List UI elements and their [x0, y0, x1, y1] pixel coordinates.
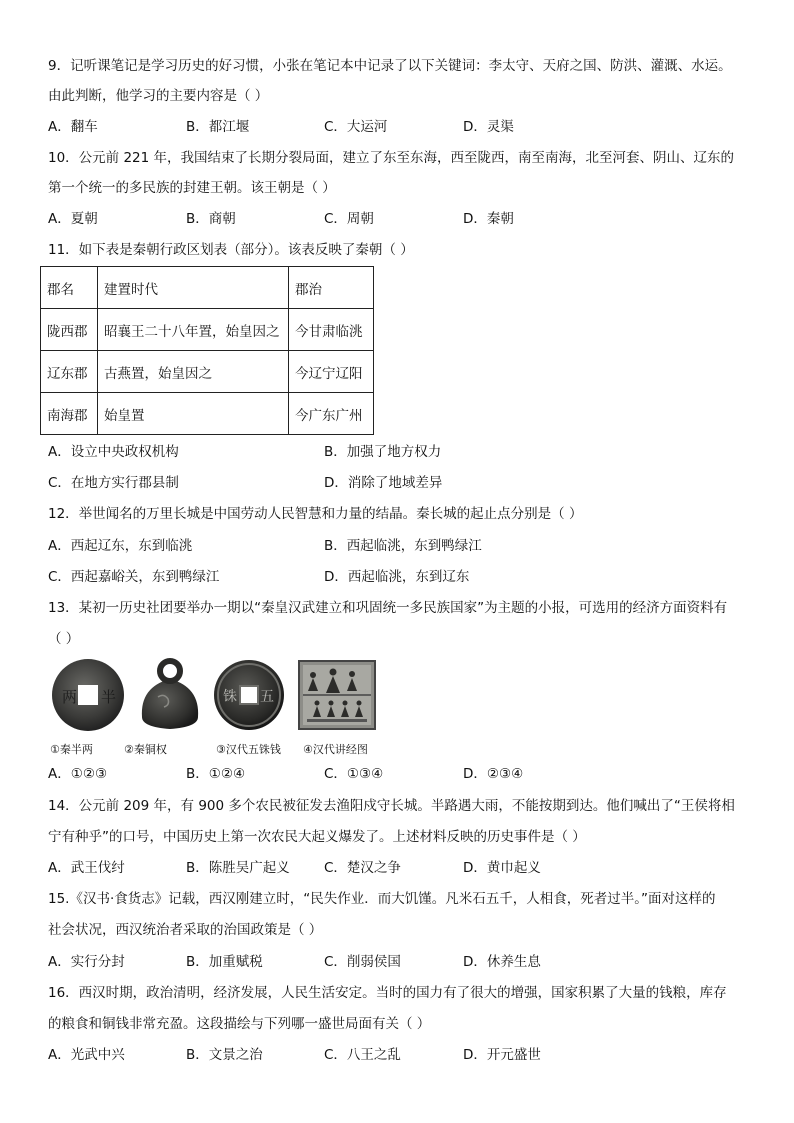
q12-option-d[interactable]: D．西起临洮，东到辽东 [324, 569, 470, 585]
coin-inscription: 半 [101, 688, 117, 706]
q16-option-c[interactable]: C．八王之乱 [324, 1047, 401, 1063]
q9-option-b[interactable]: B．都江堰 [186, 119, 250, 135]
table-row [41, 393, 374, 435]
q12-option-b[interactable]: B．西起临洮，东到鸭绿江 [324, 538, 482, 554]
q12-option-a[interactable]: A．西起辽东，东到临洮 [48, 538, 193, 554]
q13-stem-line2: （ ） [48, 631, 80, 647]
table-cell: 昭襄王二十八年置，始皇因之 [98, 309, 289, 351]
table-cell: 今广东广州 [289, 393, 374, 435]
table-cell: 古燕置，始皇因之 [98, 351, 289, 393]
figure-caption-3: ③汉代五铢钱 [216, 743, 281, 756]
q14-option-d[interactable]: D．黄巾起义 [463, 860, 541, 876]
table-cell: 始皇置 [98, 393, 289, 435]
table-cell: 今甘肃临洮 [289, 309, 374, 351]
q11-option-a[interactable]: A．设立中央政权机构 [48, 444, 179, 460]
q10-option-a[interactable]: A．夏朝 [48, 211, 98, 227]
coin-inscription: 两 [62, 688, 78, 706]
q14-option-c[interactable]: C．楚汉之争 [324, 860, 401, 876]
q11-stem: 11．如下表是秦朝行政区划表（部分）。该表反映了秦朝（ ） [48, 242, 414, 258]
q9-option-a[interactable]: A．翻车 [48, 119, 98, 135]
q10-option-c[interactable]: C．周朝 [324, 211, 374, 227]
han-lecture-relief-image [297, 659, 377, 731]
table-cell: 辽东郡 [41, 351, 98, 393]
q13-option-c[interactable]: C．①③④ [324, 766, 384, 782]
figure-caption-1: ①秦半两 [50, 743, 93, 756]
table-cell: 陇西郡 [41, 309, 98, 351]
q9-stem-line2: 由此判断，他学习的主要内容是（ ） [48, 88, 269, 104]
q14-stem-line1: 14．公元前 209 年，有 900 多个农民被征发去渔阳戍守长城。半路遇大雨，不能按期到达。他们喊出了“王侯将相 [48, 798, 735, 814]
q15-option-a[interactable]: A．实行分封 [48, 954, 125, 970]
table-header-row [41, 267, 374, 309]
q16-option-a[interactable]: A．光武中兴 [48, 1047, 125, 1063]
q12-option-c[interactable]: C．西起嘉峪关，东到鸭绿江 [48, 569, 220, 585]
table-header-cell: 郡治 [289, 267, 374, 309]
han-wuzhu-coin-image [211, 657, 287, 733]
q10-stem-line2: 第一个统一的多民族的封建王朝。该王朝是（ ） [48, 180, 336, 196]
qin-admin-table [40, 266, 374, 435]
q16-option-b[interactable]: B．文景之治 [186, 1047, 263, 1063]
qin-bronze-weight-image [134, 657, 206, 733]
qin-banliang-coin-image [50, 657, 126, 733]
q15-stem-line2: 社会状况，西汉统治者采取的治国政策是（ ） [48, 922, 323, 938]
q10-option-b[interactable]: B．商朝 [186, 211, 236, 227]
q10-option-d[interactable]: D．秦朝 [463, 211, 514, 227]
q16-stem-line2: 的粮食和铜钱非常充盈。这段描绘与下列哪一盛世局面有关（ ） [48, 1016, 431, 1032]
q13-option-b[interactable]: B．①②④ [186, 766, 246, 782]
q14-option-b[interactable]: B．陈胜吴广起义 [186, 860, 290, 876]
q13-option-a[interactable]: A．①②③ [48, 766, 108, 782]
q16-option-d[interactable]: D．开元盛世 [463, 1047, 541, 1063]
q15-option-b[interactable]: B．加重赋税 [186, 954, 263, 970]
q14-stem-line2: 宁有种乎”的口号，中国历史上第一次农民大起义爆发了。上述材料反映的历史事件是（ ） [48, 829, 586, 845]
q9-option-d[interactable]: D．灵渠 [463, 119, 514, 135]
q11-option-c[interactable]: C．在地方实行郡县制 [48, 475, 179, 491]
q13-option-d[interactable]: D．②③④ [463, 766, 524, 782]
q15-stem-line1: 15.《汉书·食货志》记载，西汉刚建立时，“民失作业．而大饥馑。凡米石五千，人相食，死者过半。”面对这样的 [48, 891, 716, 907]
figure-caption-4: ④汉代讲经图 [303, 743, 368, 756]
coin-inscription: 铢 [223, 689, 237, 705]
q11-option-d[interactable]: D．消除了地域差异 [324, 475, 443, 491]
table-cell: 南海郡 [41, 393, 98, 435]
q9-option-c[interactable]: C．大运河 [324, 119, 388, 135]
table-header-cell: 郡名 [41, 267, 98, 309]
table-row [41, 351, 374, 393]
q12-stem: 12．举世闻名的万里长城是中国劳动人民智慧和力量的结晶。秦长城的起止点分别是（ ） [48, 506, 583, 522]
q16-stem-line1: 16．西汉时期，政治清明，经济发展，人民生活安定。当时的国力有了很大的增强，国家积累了大量的钱粮，库存 [48, 985, 727, 1001]
q9-stem-line1: 9．记听课笔记是学习历史的好习惯，小张在笔记本中记录了以下关键词：李太守、天府之国、防洪、灌溉、水运。 [48, 58, 732, 74]
q11-option-b[interactable]: B．加强了地方权力 [324, 444, 442, 460]
q14-option-a[interactable]: A．武王伐纣 [48, 860, 125, 876]
q13-stem-line1: 13．某初一历史社团要举办一期以“秦皇汉武建立和巩固统一多民族国家”为主题的小报，可选用的经济方面资料有 [48, 600, 728, 616]
q10-stem-line1: 10．公元前 221 年，我国结束了长期分裂局面，建立了东至东海，西至陇西，南至南海，北至河套、阴山、辽东的 [48, 150, 735, 166]
coin-inscription: 五 [260, 689, 274, 705]
table-header-cell: 建置时代 [98, 267, 289, 309]
table-row [41, 309, 374, 351]
figure-caption-2: ②秦铜权 [124, 743, 167, 756]
q15-option-d[interactable]: D．休养生息 [463, 954, 541, 970]
table-cell: 今辽宁辽阳 [289, 351, 374, 393]
q15-option-c[interactable]: C．削弱侯国 [324, 954, 401, 970]
